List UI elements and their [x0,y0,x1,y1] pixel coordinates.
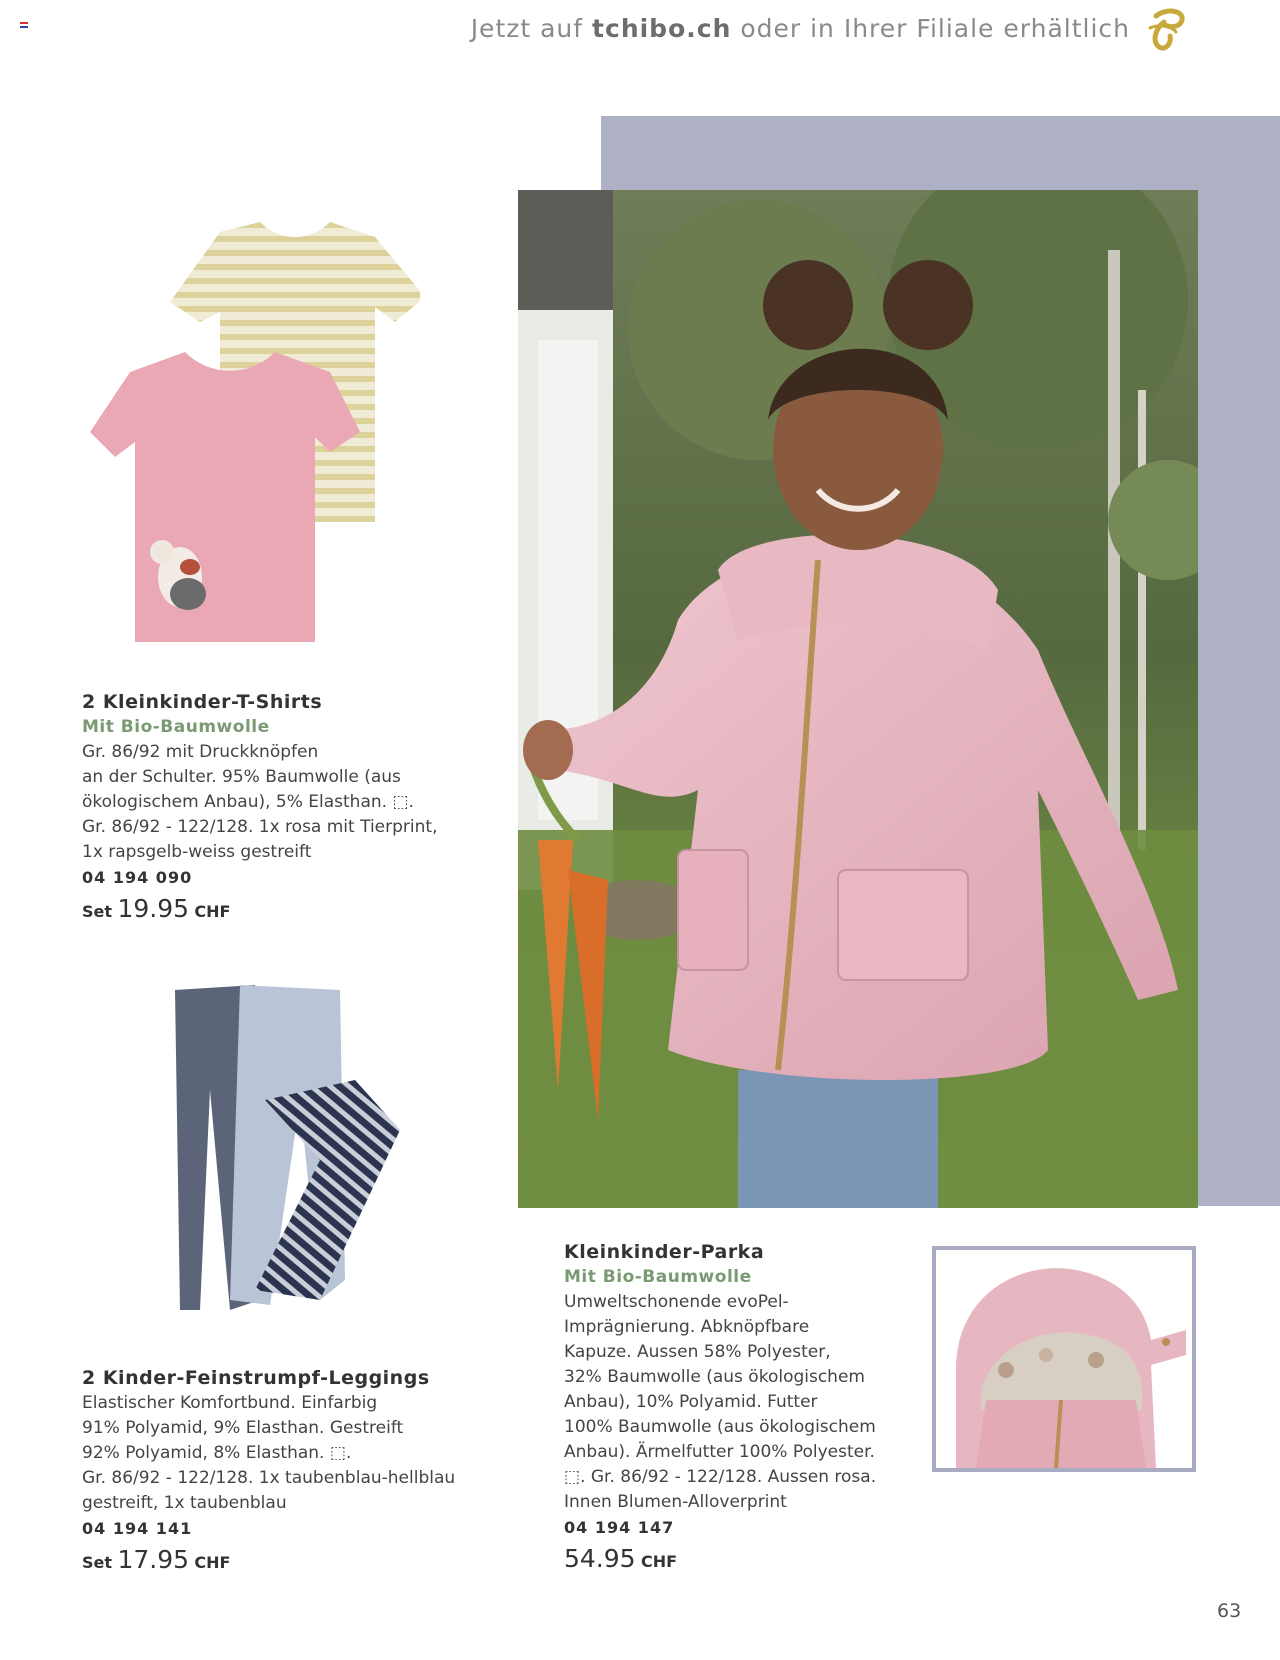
product-desc-line: Gr. 86/92 mit Druckknöpfen [82,742,319,762]
price-amount: 54.95 [564,1544,636,1573]
parka-hood-detail-image [932,1246,1196,1472]
leggings-product-image [170,980,400,1320]
wash-care-icon: ⬚ [329,1443,346,1463]
page-number: 63 [1217,1600,1242,1622]
product-desc-line: an der Schulter. 95% Baumwolle (aus [82,767,401,787]
product-desc-line: Anbau). Ärmelfutter 100% Polyester. [564,1442,875,1462]
article-number: 04 194 147 [564,1518,675,1537]
price-prefix: Set [82,902,113,921]
product-desc-line: Kapuze. Aussen 58% Polyester, [564,1342,831,1362]
product-desc-line: Umweltschonende evoPel- [564,1292,789,1312]
product-desc-line: 1x rapsgelb-weiss gestreift [82,842,312,862]
product-desc-line: ⬚. Gr. 86/92 - 122/128. Aussen rosa. [564,1467,877,1487]
price [82,896,502,925]
header-tagline [471,14,1130,43]
product-leggings [82,1366,522,1576]
product-title: Kleinkinder-Parka [564,1241,765,1263]
tagline-brand-link[interactable]: tchibo.ch [592,14,732,43]
product-desc-line: Innen Blumen-Alloverprint [564,1492,787,1512]
wash-care-icon: ⬚ [392,792,409,812]
price-prefix: Set [82,1553,113,1572]
price-amount: 17.95 [117,1545,190,1574]
product-desc-line: 91% Polyamid, 9% Elasthan. Gestreift [82,1418,404,1438]
menu-icon[interactable] [20,22,28,30]
tagline-text: Jetzt auf [470,14,584,43]
price [564,1546,924,1575]
product-desc-line: 92% Polyamid, 8% Elasthan. ⬚. [82,1443,352,1463]
menu-icon-bar [20,26,28,28]
product-desc-line: Gr. 86/92 - 122/128. 1x taubenblau-hellblau [82,1468,456,1488]
price-currency: CHF [640,1552,678,1571]
product-tshirts [82,690,502,925]
wash-care-icon: ⬚ [564,1467,581,1487]
price [82,1547,522,1576]
product-desc-line: Anbau), 10% Polyamid. Futter [564,1392,818,1412]
menu-icon-bar [20,22,28,24]
article-number: 04 194 141 [82,1519,193,1538]
product-desc-line: 100% Baumwolle (aus ökologischem [564,1417,876,1437]
price-currency: CHF [194,1553,231,1572]
product-desc-line: ökologischem Anbau), 5% Elasthan. ⬚. [82,792,414,812]
article-number: 04 194 090 [82,868,193,887]
parka-model-photo [518,190,1198,1208]
price-amount: 19.95 [117,894,190,923]
product-desc-line: Elastischer Komfortbund. Einfarbig [82,1393,378,1413]
product-subtitle: Mit Bio-Baumwolle [82,717,270,737]
product-desc-line: Gr. 86/92 - 122/128. 1x rosa mit Tierprint, [82,817,438,837]
product-parka [564,1240,924,1575]
product-title: 2 Kinder-Feinstrumpf-Leggings [82,1367,430,1389]
tshirts-product-image [90,222,420,642]
product-subtitle: Mit Bio-Baumwolle [564,1267,752,1287]
product-desc-line: Imprägnierung. Abknöpfbare [564,1317,810,1337]
tchibo-logo-icon[interactable] [1142,6,1190,54]
tagline-text: oder in Ihrer Filiale erhältlich [740,14,1130,43]
product-desc-line: 32% Baumwolle (aus ökologischem [564,1367,865,1387]
product-title: 2 Kleinkinder-T-Shirts [82,691,323,713]
price-currency: CHF [194,902,231,921]
product-desc-line: gestreift, 1x taubenblau [82,1493,287,1513]
